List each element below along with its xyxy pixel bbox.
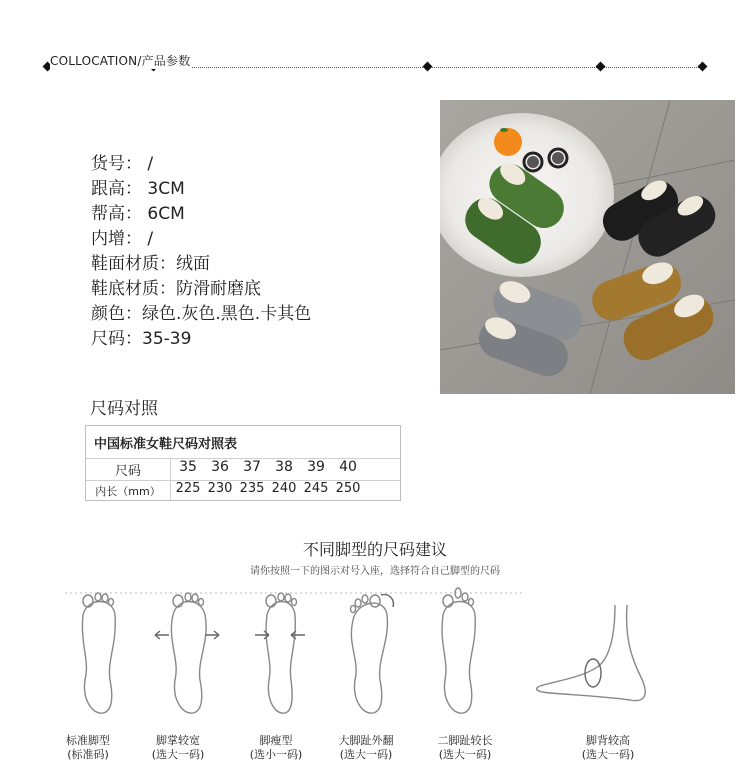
size-cell: 40 xyxy=(339,459,357,475)
row-label-length: 内长（mm） xyxy=(95,485,161,498)
size-cell: 36 xyxy=(211,459,229,475)
length-cell: 240 xyxy=(271,481,297,496)
foot-type-name: 脚瘦型 xyxy=(259,734,293,747)
diamond-icon xyxy=(596,62,606,72)
table-divider xyxy=(170,458,171,500)
foot-type-label xyxy=(236,734,316,762)
length-values-row xyxy=(172,481,364,496)
spec-sizes: 尺码：35-39 xyxy=(91,329,192,349)
foot-type-advice: (选大一码) xyxy=(581,748,635,761)
section-header xyxy=(44,52,706,82)
narrow-foot-icon xyxy=(255,593,305,713)
wide-foot-icon xyxy=(155,593,219,713)
foot-type-advice: (选大一码) xyxy=(339,748,393,761)
foot-type-name: 标准脚型 xyxy=(66,734,110,747)
foot-type-illustrations xyxy=(55,585,715,725)
size-chart-heading: 尺码对照 xyxy=(90,399,158,419)
foot-type-advice: (选大一码) xyxy=(438,748,492,761)
foot-type-name: 脚背较高 xyxy=(586,734,630,747)
spec-shaft-height: 帮高： 6CM xyxy=(91,204,185,224)
foot-type-label xyxy=(425,734,505,762)
diamond-icon xyxy=(423,62,433,72)
length-cell: 245 xyxy=(303,481,329,496)
standard-foot-icon xyxy=(82,593,115,713)
foot-guide-title: 不同脚型的尺码建议 xyxy=(302,540,447,559)
foot-type-label xyxy=(48,734,128,762)
length-cell: 225 xyxy=(175,481,201,496)
diamond-icon xyxy=(698,62,708,72)
foot-type-advice: (选小一码) xyxy=(249,748,303,761)
spec-sole-material: 鞋底材质：防滑耐磨底 xyxy=(91,279,261,299)
product-photo xyxy=(440,100,735,394)
foot-type-label xyxy=(138,734,218,762)
foot-type-advice: (标准码) xyxy=(67,748,109,761)
size-cell: 37 xyxy=(243,459,261,475)
length-cell: 250 xyxy=(335,481,361,496)
size-values-row xyxy=(172,459,364,475)
foot-type-name: 脚掌较宽 xyxy=(156,734,200,747)
product-specs xyxy=(91,152,311,352)
spec-inner-lift: 内增： / xyxy=(91,229,154,249)
foot-type-name: 二脚趾较长 xyxy=(437,734,493,747)
long-second-toe-icon xyxy=(442,588,475,713)
spec-colors: 颜色：绿色.灰色.黑色.卡其色 xyxy=(91,304,312,324)
spec-heel-height: 跟高： 3CM xyxy=(91,179,185,199)
foot-type-label xyxy=(568,734,648,762)
row-label-size: 尺码 xyxy=(114,464,141,479)
spec-upper-material: 鞋面材质：绒面 xyxy=(91,254,210,274)
size-table-title: 中国标准女鞋尺码对照表 xyxy=(94,437,238,452)
foot-type-label xyxy=(326,734,406,762)
foot-type-advice: (选大一码) xyxy=(151,748,205,761)
length-cell: 230 xyxy=(207,481,233,496)
size-cell: 39 xyxy=(307,459,325,475)
size-cell: 35 xyxy=(179,459,197,475)
foot-guide-subtitle: 请你按照一下的图示对号入座，选择符合自己脚型的尺码 xyxy=(250,566,500,577)
size-cell: 38 xyxy=(275,459,293,475)
size-chart-table xyxy=(85,425,401,501)
bunion-foot-icon xyxy=(351,595,394,714)
spec-item-number: 货号： / xyxy=(91,154,154,174)
length-cell: 235 xyxy=(239,481,265,496)
section-title: COLLOCATION/产品参数 xyxy=(50,54,191,68)
foot-type-name: 大脚趾外翻 xyxy=(338,734,394,747)
high-instep-icon xyxy=(537,605,646,701)
